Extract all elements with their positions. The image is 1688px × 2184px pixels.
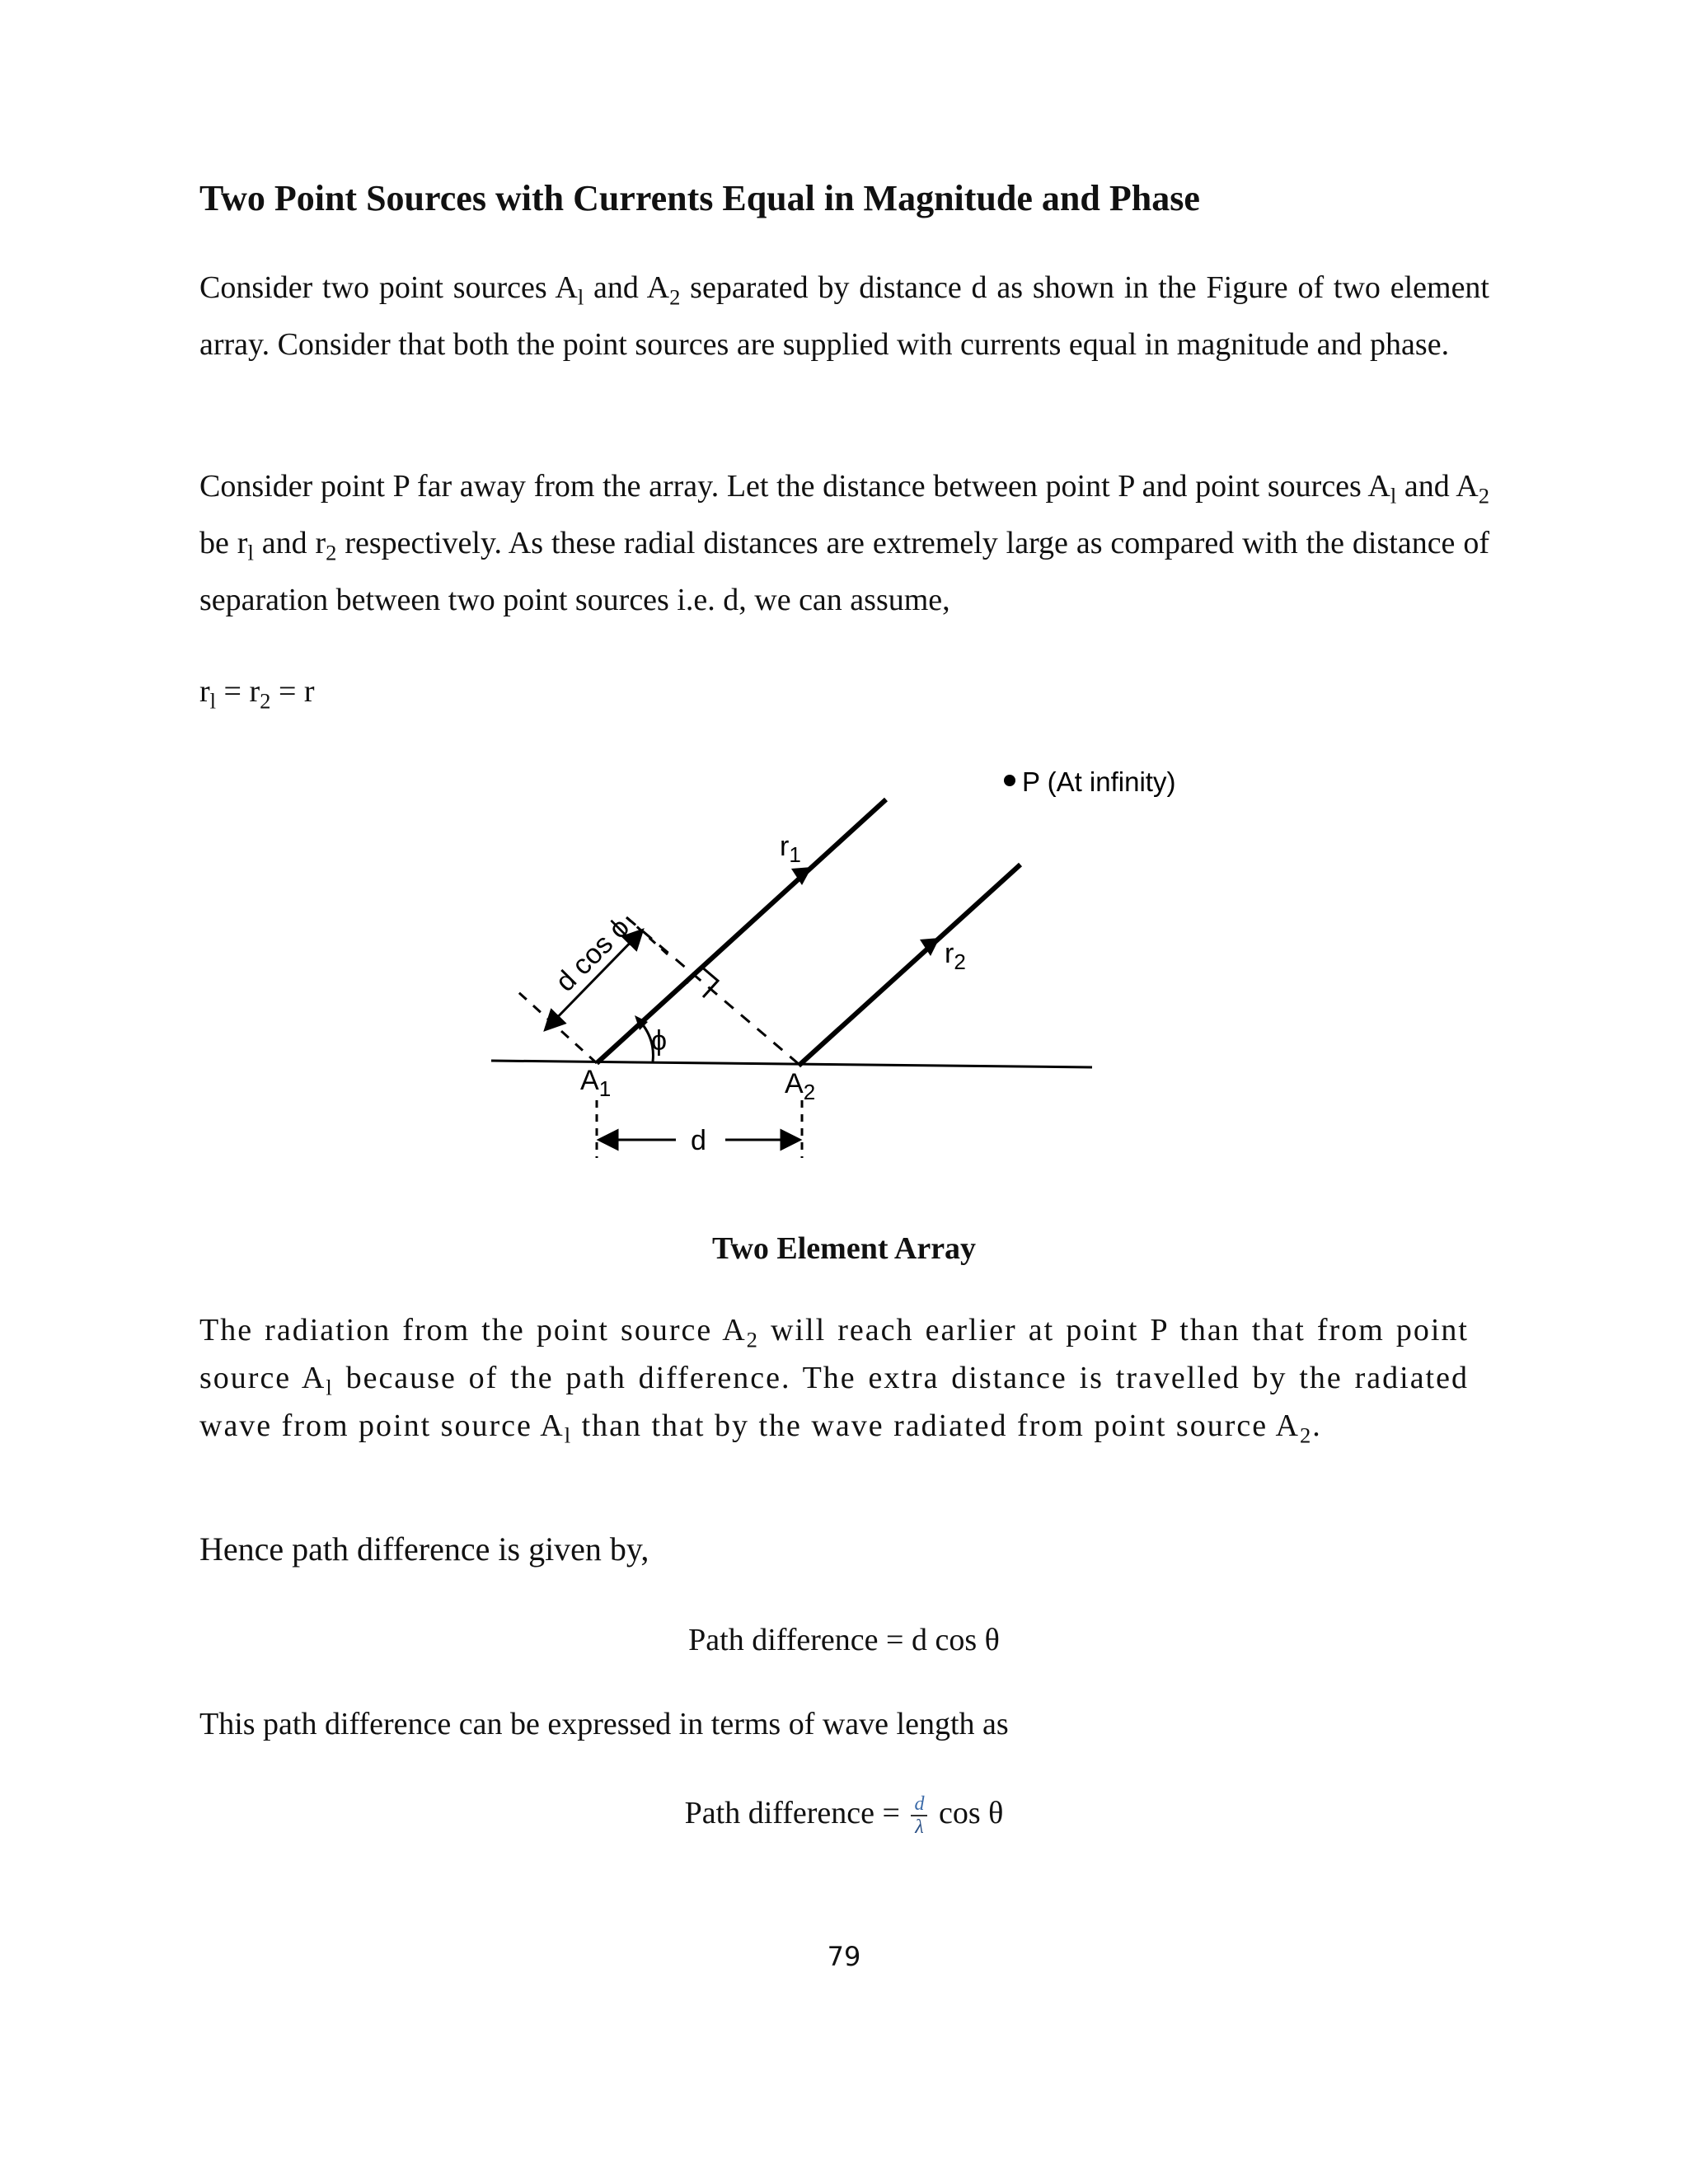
d-label: d (691, 1125, 706, 1156)
equation-path-difference-wavelength: Path difference = $\frac{d}{\lambda}$ cos θ (684, 1793, 1004, 1839)
source-a2-label: $A_2$ (785, 1068, 816, 1104)
paragraph-hence: Hence path difference is given by, (199, 1530, 649, 1568)
r2-label: $r_2$ (945, 938, 966, 974)
paragraph-wavelength: This path difference can be expressed in terms of wave length as (199, 1707, 1009, 1741)
dcos-label: d cos ϕ (549, 912, 636, 998)
point-p-label: P (At infinity) (1022, 766, 1176, 797)
equation-r-equal: $r_l = r_2 = r$ (199, 674, 315, 714)
equation-path-difference: Path difference = d cos θ (688, 1623, 1000, 1657)
phi-label: ϕ (651, 1025, 668, 1057)
fraction-d-over-lambda: $\frac{d}{\lambda}$ (911, 1793, 927, 1838)
r1-label: $r_1$ (780, 831, 801, 867)
page-number: 79 (827, 1941, 861, 1972)
figure-caption: Two Element Array (711, 1231, 977, 1266)
source-a1-label: $A_1$ (580, 1065, 612, 1101)
point-p-dot (1004, 775, 1015, 786)
paragraph-intro: Consider two point sources $A_l$ and $A_2$ separated by distance d as shown in the Figure of two element array. Consider that both the point sources are supplied with currents equal in magnitude and phase. (199, 270, 1489, 362)
paragraph-point-p: Consider point P far away from the array. Let the distance between point P and point sources $A_l$ and $A_2$ be $r_l$ and $r_2$ respectively. As these radial distances are extremely large as compared with the distance of separation between two point sources i.e. d, we can assume, (199, 469, 1489, 617)
dcos-extension-line-lower (518, 991, 597, 1063)
r2-ray (799, 865, 1020, 1066)
section-heading: Two Point Sources with Currents Equal in Magnitude and Phase (199, 178, 1200, 218)
paragraph-radiation: The radiation from the point source $A_2$ will reach earlier at point P than that from point source $A_l$ because of the path difference. The extra distance is travelled by the radiated wave from point source $A_l$ than that by the wave radiated from point source $A_2$. (199, 1313, 1469, 1448)
